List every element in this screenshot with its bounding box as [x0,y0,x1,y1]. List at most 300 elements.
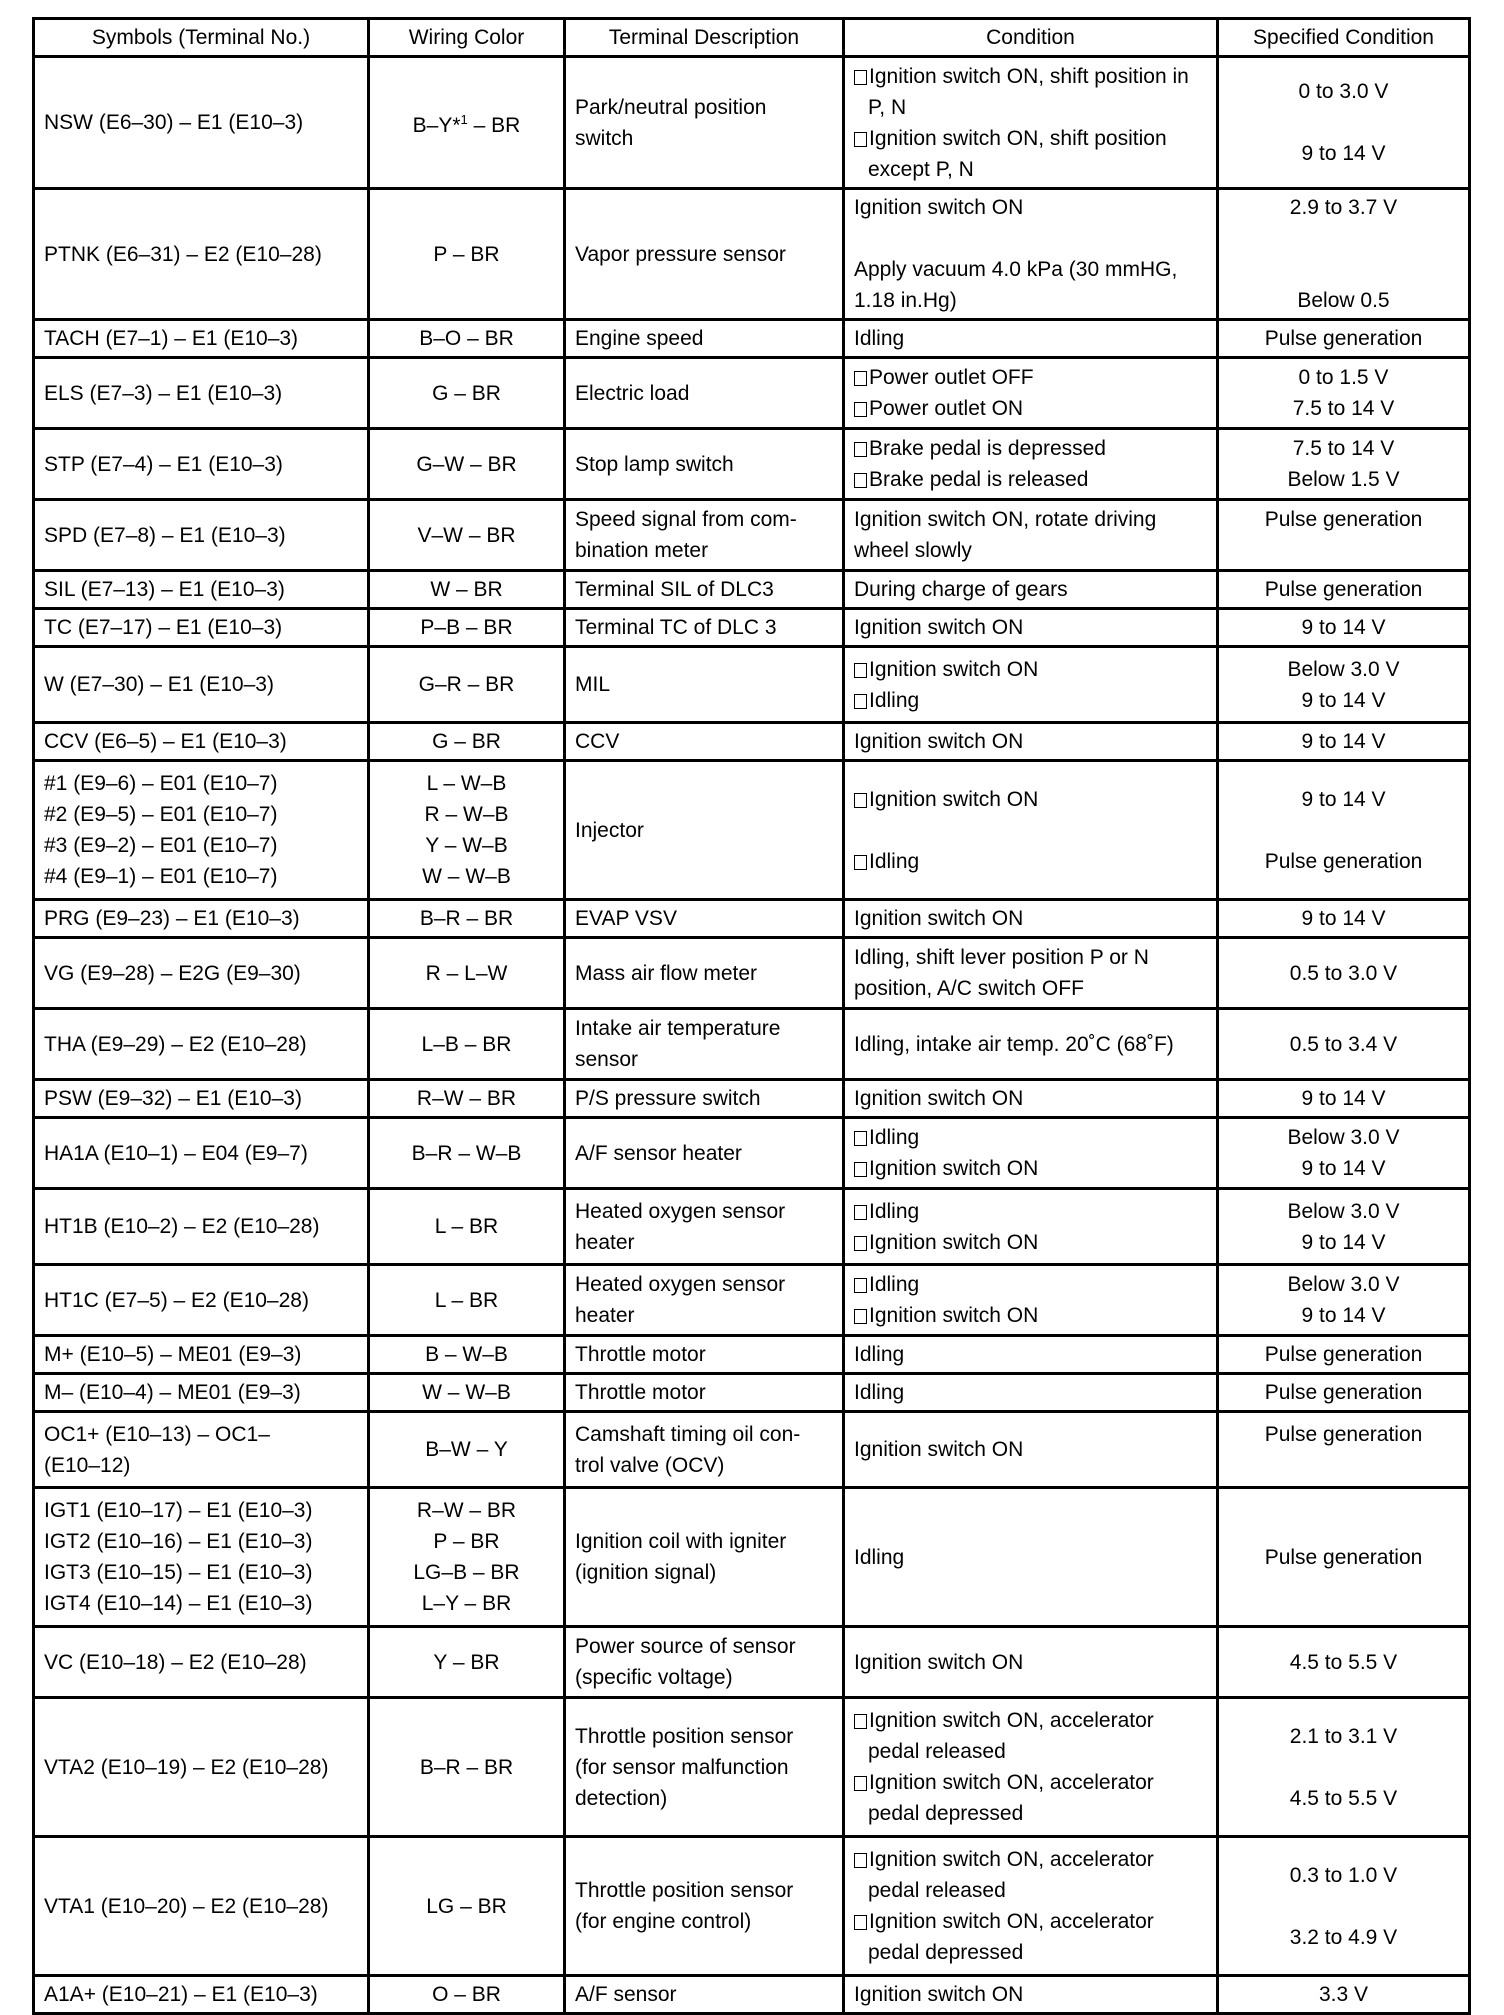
condition-cell [844,900,1218,938]
wiring-color: LG – BR [426,1894,507,1918]
symbols-cell [34,57,369,189]
condition-text: Ignition switch ON [854,1438,1024,1461]
symbols-cell [34,1336,369,1374]
terminal-description: Ignition coil with igniter [575,1530,787,1553]
header-condition: Condition [844,19,1218,57]
symbols-cell [34,938,369,1009]
terminal-symbol: W (E7–30) – E1 (E10–3) [44,673,274,696]
specified-condition-cell [1218,1189,1470,1265]
specified-condition-cell [1218,1837,1470,1976]
terminal-symbol: #1 (E9–6) – E01 (E10–7) [44,772,278,795]
wiring-color: R – L–W [425,961,508,985]
specified-value: Below 3.0 V [1287,1126,1400,1149]
condition-text: except P, N [868,157,974,181]
terminal-description: heater [575,1230,635,1254]
table-row [34,1336,1470,1374]
wiring-color-cell [369,320,565,358]
terminal-symbol: OC1+ (E10–13) – OC1– [44,1422,270,1446]
condition-text: Ignition switch ON [854,1227,1207,1258]
condition-cell [844,571,1218,609]
wiring-color: P–B – BR [420,616,513,639]
condition-cell [844,1265,1218,1336]
description-cell [565,1009,844,1080]
wiring-color: B – W–B [425,1343,508,1366]
table-row [34,320,1470,358]
terminal-description: Terminal SIL of DLC3 [575,578,774,601]
specified-value: 9 to 14 V [1301,787,1386,811]
table-row [34,429,1470,500]
wiring-color: V–W – BR [417,523,516,547]
specified-condition-cell [1218,57,1470,189]
wiring-color-cell [369,1265,565,1336]
description-cell [565,320,844,358]
condition-cell [844,723,1218,761]
table-row [34,1374,1470,1412]
specified-value: 9 to 14 V [1301,907,1386,930]
terminal-symbol: VTA1 (E10–20) – E2 (E10–28) [44,1894,329,1918]
condition-text: Ignition switch ON [854,1650,1024,1674]
wiring-color: B–O – BR [419,327,514,350]
terminal-symbol: VTA2 (E10–19) – E2 (E10–28) [44,1755,329,1779]
condition-text: Idling [854,1196,1207,1227]
condition-text: Brake pedal is depressed [854,433,1207,464]
specified-condition-cell [1218,900,1470,938]
specified-value [1228,1891,1459,1922]
condition-cell [844,1336,1218,1374]
condition-cell [844,57,1218,189]
table-row [34,723,1470,761]
table-row [34,1488,1470,1627]
symbols-cell [34,647,369,723]
description-cell [565,647,844,723]
terminal-description: detection) [575,1786,668,1810]
checkbox-icon [854,70,867,85]
condition-text: Ignition switch ON [854,1087,1024,1110]
wiring-color-cell [369,1374,565,1412]
wiring-color-cell [369,938,565,1009]
terminal-symbol: (E10–12) [44,1453,131,1477]
condition-cell [844,358,1218,429]
description-cell [565,358,844,429]
specified-value: Pulse generation [1264,1343,1423,1366]
checkbox-icon [854,793,867,808]
symbols-cell [34,320,369,358]
terminal-symbol: IGT2 (E10–16) – E1 (E10–3) [44,1530,313,1553]
specified-value: Pulse generation [1264,1422,1423,1446]
wiring-color: Y – BR [433,1650,500,1674]
symbols-cell [34,1374,369,1412]
condition-cell [844,1976,1218,2014]
terminal-symbol: HA1A (E10–1) – E04 (E9–7) [44,1141,308,1165]
specified-value: Below 1.5 V [1287,468,1400,491]
symbols-cell [34,429,369,500]
specified-condition-cell [1218,429,1470,500]
specified-condition-cell [1218,1698,1470,1837]
specified-condition-cell [1218,189,1470,320]
condition-cell [844,1080,1218,1118]
wiring-color: G–R – BR [418,673,515,696]
specified-condition-cell [1218,1336,1470,1374]
terminal-description: Heated oxygen sensor [575,1199,786,1223]
terminal-description: (for engine control) [575,1910,752,1933]
specified-condition-cell [1218,1627,1470,1698]
description-cell [565,1265,844,1336]
condition-text: Ignition switch ON [854,654,1207,685]
specified-value: Below 3.0 V [1287,1199,1400,1223]
table-row [34,358,1470,429]
terminal-description: Mass air flow meter [575,961,758,985]
condition-text: During charge of gears [854,578,1068,601]
specified-value: 9 to 14 V [1301,142,1386,165]
wiring-color-cell [369,1118,565,1189]
specified-value: 9 to 14 V [1301,1157,1386,1180]
condition-text [854,815,1207,846]
condition-cell [844,1698,1218,1837]
symbols-cell [34,1265,369,1336]
specified-value: Below 3.0 V [1287,1273,1400,1296]
terminal-symbol: #3 (E9–2) – E01 (E10–7) [44,834,278,857]
condition-text: Idling [854,327,905,350]
condition-text: Idling [854,1545,905,1569]
condition-cell [844,938,1218,1009]
terminal-symbol: PTNK (E6–31) – E2 (E10–28) [44,242,322,266]
condition-text: Ignition switch ON [854,616,1024,639]
condition-text: Ignition switch ON [854,1300,1207,1331]
wiring-color: R – W–B [424,803,509,826]
terminal-description: switch [575,126,634,150]
condition-text: Ignition switch ON [854,730,1024,753]
wiring-color-cell [369,1627,565,1698]
wiring-color-cell [369,1976,565,2014]
symbols-cell [34,1009,369,1080]
terminal-symbol: SPD (E7–8) – E1 (E10–3) [44,523,286,547]
wiring-color: L – W–B [426,772,507,795]
wiring-color-cell [369,1412,565,1488]
condition-text: wheel slowly [854,539,972,562]
wiring-color: B–R – BR [419,1755,514,1779]
terminal-symbol: IGT1 (E10–17) – E1 (E10–3) [44,1499,313,1522]
specified-value: 9 to 14 V [1301,730,1386,753]
condition-text: Idling, intake air temp. 20˚C (68˚F) [854,1032,1174,1056]
wiring-color-cell [369,358,565,429]
symbols-cell [34,500,369,571]
specified-condition-cell [1218,1118,1470,1189]
terminal-description: P/S pressure switch [575,1087,761,1110]
description-cell [565,429,844,500]
wiring-color-cell [369,189,565,320]
terminal-description: Speed signal from com- [575,508,797,531]
symbols-cell [34,1189,369,1265]
header-symbols: Symbols (Terminal No.) [34,19,369,57]
table-row [34,1698,1470,1837]
description-cell [565,1374,844,1412]
specified-value: 0.5 to 3.0 V [1289,961,1398,985]
terminal-description: EVAP VSV [575,907,677,930]
table-row [34,189,1470,320]
table-row [34,1265,1470,1336]
specified-value: 0.3 to 1.0 V [1289,1863,1398,1887]
description-cell [565,1118,844,1189]
footnote-marker: 1 [460,112,468,127]
table-row [34,1412,1470,1488]
terminal-symbol: HT1B (E10–2) – E2 (E10–28) [44,1215,320,1238]
wiring-color: Y – W–B [425,834,508,857]
table-body [34,57,1470,2014]
table-row [34,609,1470,647]
wiring-color: O – BR [432,1983,501,2006]
description-cell [565,723,844,761]
condition-cell [844,429,1218,500]
condition-text: Brake pedal is released [854,464,1207,495]
specified-condition-cell [1218,761,1470,900]
table-row [34,1118,1470,1189]
terminal-description: CCV [575,730,620,753]
description-cell [565,609,844,647]
wiring-color: W – W–B [422,865,511,888]
condition-cell [844,647,1218,723]
specified-condition-cell [1218,723,1470,761]
wiring-color: B–R – W–B [411,1141,522,1165]
condition-cell [844,1837,1218,1976]
specified-condition-cell [1218,647,1470,723]
terminal-description: bination meter [575,539,709,562]
condition-text: Power outlet ON [854,393,1207,424]
specified-value: 2.1 to 3.1 V [1289,1724,1398,1748]
terminal-description: Intake air temperature [575,1017,781,1040]
terminal-description: Throttle motor [575,1343,706,1366]
wiring-color: G–W – BR [416,452,517,476]
condition-text: Ignition switch ON, accelerator [854,1767,1207,1798]
wiring-color-cell [369,57,565,189]
specified-value: 4.5 to 5.5 V [1289,1650,1398,1674]
description-cell [565,1698,844,1837]
wiring-color: W – BR [430,578,503,601]
condition-text: pedal released [868,1879,1006,1902]
specified-value: Pulse generation [1264,1545,1423,1569]
condition-text: Ignition switch ON [854,784,1207,815]
specified-value: Pulse generation [1264,1381,1423,1404]
symbols-cell [34,571,369,609]
checkbox-icon [854,442,867,457]
description-cell [565,57,844,189]
terminal-symbol: VC (E10–18) – E2 (E10–28) [44,1650,307,1674]
terminal-description: Terminal TC of DLC 3 [575,616,777,639]
condition-cell [844,1118,1218,1189]
condition-cell [844,1374,1218,1412]
description-cell [565,500,844,571]
specified-value: 2.9 to 3.7 V [1289,196,1398,219]
specified-condition-cell [1218,1265,1470,1336]
description-cell [565,1080,844,1118]
terminal-symbol: PRG (E9–23) – E1 (E10–3) [44,907,300,930]
specified-value: Pulse generation [1264,327,1423,350]
wiring-color-cell [369,1009,565,1080]
symbols-cell [34,189,369,320]
condition-text: Idling [854,1122,1207,1153]
condition-text: Apply vacuum 4.0 kPa (30 mmHG, [854,258,1178,281]
specified-value [1228,1450,1459,1481]
specified-value [1228,815,1459,846]
checkbox-icon [854,1776,867,1791]
table-row [34,900,1470,938]
terminal-symbol: M+ (E10–5) – ME01 (E9–3) [44,1343,302,1366]
condition-text: position, A/C switch OFF [854,977,1084,1000]
table-row [34,1189,1470,1265]
symbols-cell [34,1837,369,1976]
symbols-cell [34,1412,369,1488]
wiring-color: B–W – Y [425,1438,508,1461]
specified-value: 4.5 to 5.5 V [1289,1786,1398,1810]
wiring-color: R–W – BR [416,1087,517,1110]
specified-value [1228,1752,1459,1783]
condition-text: Ignition switch ON [854,196,1024,219]
table-row [34,1080,1470,1118]
condition-text: Ignition switch ON, accelerator [854,1844,1207,1875]
table-row [34,500,1470,571]
wiring-color: G – BR [432,381,501,405]
symbols-cell [34,358,369,429]
terminal-symbol: IGT3 (E10–15) – E1 (E10–3) [44,1561,313,1584]
checkbox-icon [854,855,867,870]
wiring-color: L – BR [434,1215,499,1238]
checkbox-icon [854,473,867,488]
specified-condition-cell [1218,609,1470,647]
description-cell [565,1627,844,1698]
symbols-cell [34,1976,369,2014]
condition-text: pedal depressed [868,1802,1024,1825]
terminal-description: A/F sensor [575,1983,677,2006]
terminal-description: (for sensor malfunction [575,1755,789,1779]
condition-cell [844,1009,1218,1080]
specified-value [1228,535,1459,566]
condition-text: Idling, shift lever position P or N [854,946,1149,969]
condition-text: pedal released [868,1740,1006,1763]
condition-cell [844,500,1218,571]
terminal-description: Throttle position sensor [575,1879,794,1902]
terminal-symbol: #2 (E9–5) – E01 (E10–7) [44,803,278,826]
wiring-color: L–B – BR [421,1032,512,1056]
wiring-color-cell [369,571,565,609]
description-cell [565,1336,844,1374]
wiring-color-cell [369,647,565,723]
terminal-symbol: THA (E9–29) – E2 (E10–28) [44,1032,307,1056]
checkbox-icon [854,402,867,417]
terminal-description: Stop lamp switch [575,452,734,476]
specified-condition-cell [1218,1080,1470,1118]
symbols-cell [34,1080,369,1118]
checkbox-icon [854,1309,867,1324]
checkbox-icon [854,1714,867,1729]
checkbox-icon [854,132,867,147]
condition-text: Ignition switch ON [854,907,1024,930]
wiring-color-cell [369,1837,565,1976]
description-cell [565,761,844,900]
condition-text: Idling [854,846,1207,877]
condition-text: Ignition switch ON [854,1153,1207,1184]
terminal-symbol: VG (E9–28) – E2G (E9–30) [44,961,301,985]
specified-value: Pulse generation [1264,849,1423,873]
terminal-symbol: SIL (E7–13) – E1 (E10–3) [44,578,285,601]
table-row [34,1837,1470,1976]
table-row [34,1976,1470,2014]
terminal-symbol: CCV (E6–5) – E1 (E10–3) [44,730,287,753]
terminal-symbol: HT1C (E7–5) – E2 (E10–28) [44,1288,309,1312]
wiring-color-cell [369,609,565,647]
checkbox-icon [854,694,867,709]
wiring-color: B–R – BR [419,907,514,930]
checkbox-icon [854,1131,867,1146]
description-cell [565,1412,844,1488]
condition-text: Ignition switch ON, rotate driving [854,508,1157,531]
terminal-symbol: PSW (E9–32) – E1 (E10–3) [44,1087,302,1110]
symbols-cell [34,609,369,647]
symbols-cell [34,1118,369,1189]
checkbox-icon [854,663,867,678]
specified-value: Pulse generation [1264,578,1423,601]
terminal-symbol: #4 (E9–1) – E01 (E10–7) [44,865,278,888]
specified-value: 0 to 3.0 V [1298,80,1389,103]
terminal-description: (ignition signal) [575,1561,717,1584]
specified-value [1228,254,1459,285]
specified-value: 3.3 V [1318,1983,1369,2006]
symbols-cell [34,1627,369,1698]
description-cell [565,938,844,1009]
table-row [34,1009,1470,1080]
terminal-description: Throttle position sensor [575,1724,794,1748]
specified-value: 9 to 14 V [1301,616,1386,639]
condition-text: Ignition switch ON, accelerator [854,1906,1207,1937]
symbols-cell [34,1698,369,1837]
header-terminal-description: Terminal Description [565,19,844,57]
condition-text: 1.18 in.Hg) [854,289,957,312]
checkbox-icon [854,371,867,386]
condition-text: Ignition switch ON [854,1983,1024,2006]
checkbox-icon [854,1853,867,1868]
wiring-color: P – BR [433,242,500,266]
terminal-symbol: NSW (E6–30) – E1 (E10–3) [44,111,304,134]
terminal-description: A/F sensor heater [575,1141,742,1165]
condition-cell [844,1412,1218,1488]
wiring-color-cell [369,1488,565,1627]
terminal-symbol: A1A+ (E10–21) – E1 (E10–3) [44,1983,318,2006]
specified-condition-cell [1218,1488,1470,1627]
terminal-description: Park/neutral position [575,95,767,119]
symbols-cell [34,1488,369,1627]
condition-text: Idling [854,685,1207,716]
checkbox-icon [854,1278,867,1293]
terminal-description: Electric load [575,381,690,405]
wiring-color-cell [369,429,565,500]
checkbox-icon [854,1162,867,1177]
condition-cell [844,609,1218,647]
condition-cell [844,1189,1218,1265]
table-header-row [34,19,1470,57]
specified-value [1228,107,1459,138]
wiring-color: R–W – BR [416,1499,517,1522]
specified-condition-cell [1218,1976,1470,2014]
symbols-cell [34,723,369,761]
terminal-inspection-table [32,17,1471,2015]
terminal-description: Power source of sensor [575,1635,796,1658]
table-row [34,647,1470,723]
condition-cell [844,1627,1218,1698]
wiring-color: LG–B – BR [413,1561,520,1584]
terminal-description: MIL [575,673,611,696]
checkbox-icon [854,1915,867,1930]
condition-cell [844,761,1218,900]
header-specified-condition: Specified Condition [1218,19,1470,57]
description-cell [565,1837,844,1976]
